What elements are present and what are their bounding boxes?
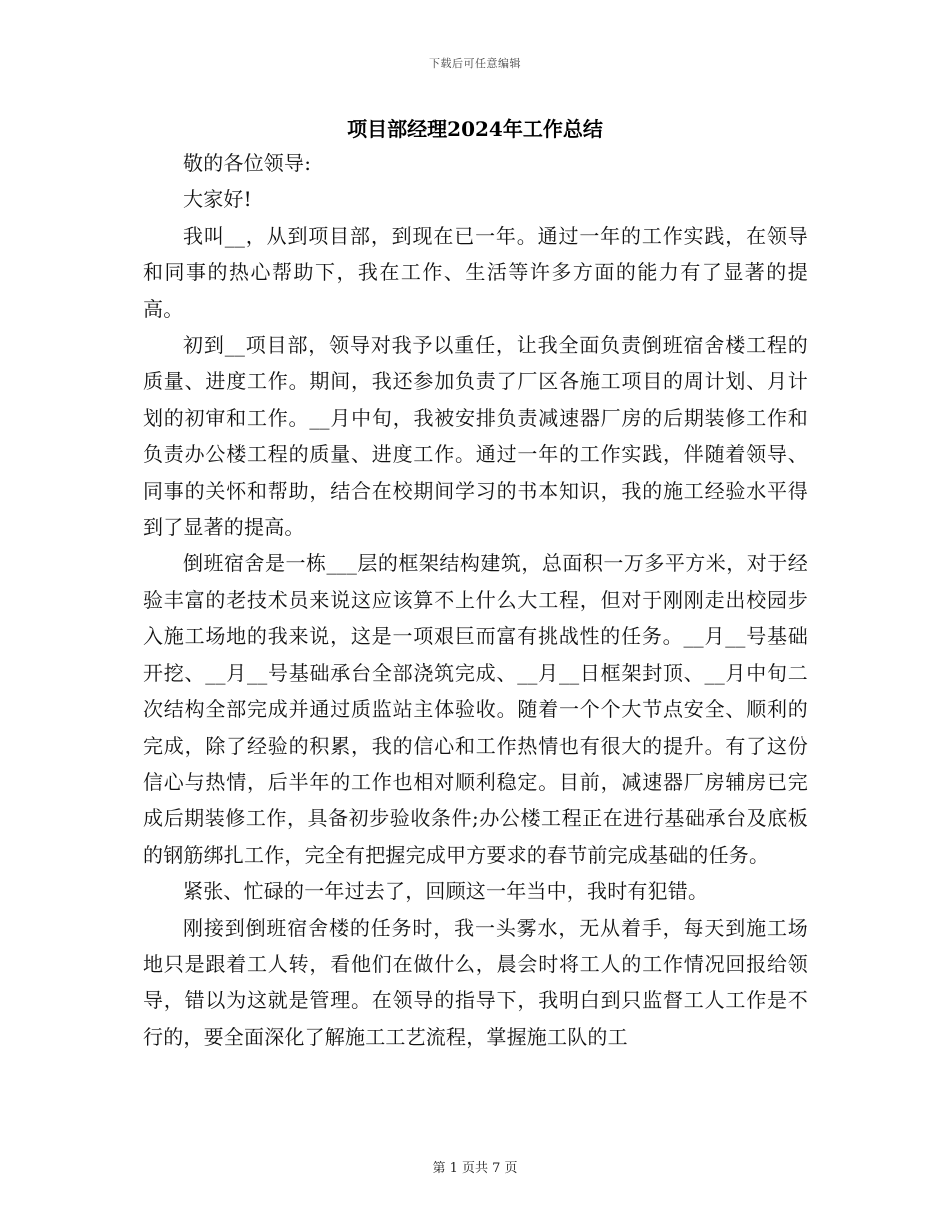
page-header-note: 下载后可任意编辑 [429, 57, 521, 70]
paragraph-assignment: 初到__项目部，领导对我予以重任，让我全面负责倒班宿舍楼工程的质量、进度工作。期间，我还参加负责了厂区各施工项目的周计划、月计划的初审和工作。__月中旬，我被安排负责减速器厂房的后期装修工作和负责办公楼工程的质量、进度工作。通过一年的工作实践，伴随着领导、同事的关怀和帮助，结合在校期间学习的书本知识，我的施工经验水平得到了显著的提高。 [143, 333, 808, 540]
paragraph-dormitory: 倒班宿舍是一栋___层的框架结构建筑，总面积一万多平方米，对于经验丰富的老技术员来说这应该算不上什么大工程，但对于刚刚走出校园步入施工场地的我来说，这是一项艰巨而富有挑战性的任务。__月__号基础开挖、__月__号基础承台全部浇筑完成、__月__日框架封顶、__月中旬二次结构全部完成并通过质监站主体验收。随着一个个大节点安全、顺利的完成，除了经验的积累，我的信心和工作热情也有很大的提升。有了这份信心与热情，后半年的工作也相对顺利稳定。目前，减速器厂房辅房已完成后期装修工作，具备初步验收条件;办公楼工程正在进行基础承台及底板的钢筋绑扎工作，完全有把握完成甲方要求的春节前完成基础的任务。 [143, 551, 808, 867]
paragraph-intro: 我叫__，从到项目部，到现在已一年。通过一年的工作实践，在领导和同事的热心帮助下，我在工作、生活等许多方面的能力有了显著的提高。 [143, 223, 808, 321]
document-title: 项目部经理2024年工作总结 [347, 117, 603, 141]
document-body [143, 145, 808, 1055]
page-number: 第 1 页共 7 页 [432, 1161, 518, 1176]
salutation: 敬的各位领导: [183, 151, 312, 175]
paragraph-lessons: 刚接到倒班宿舍楼的任务时，我一头雾水，无从着手，每天到施工场地只是跟着工人转，看他们在做什么，晨会时将工人的工作情况回报给领导，错以为这就是管理。在领导的指导下，我明白到只监督工人工作是不行的，要全面深化了解施工工艺流程，掌握施工队的工 [143, 915, 808, 1049]
paragraph-reflection: 紧张、忙碌的一年过去了，回顾这一年当中，我时有犯错。 [183, 879, 709, 904]
greeting: 大家好! [183, 187, 252, 212]
